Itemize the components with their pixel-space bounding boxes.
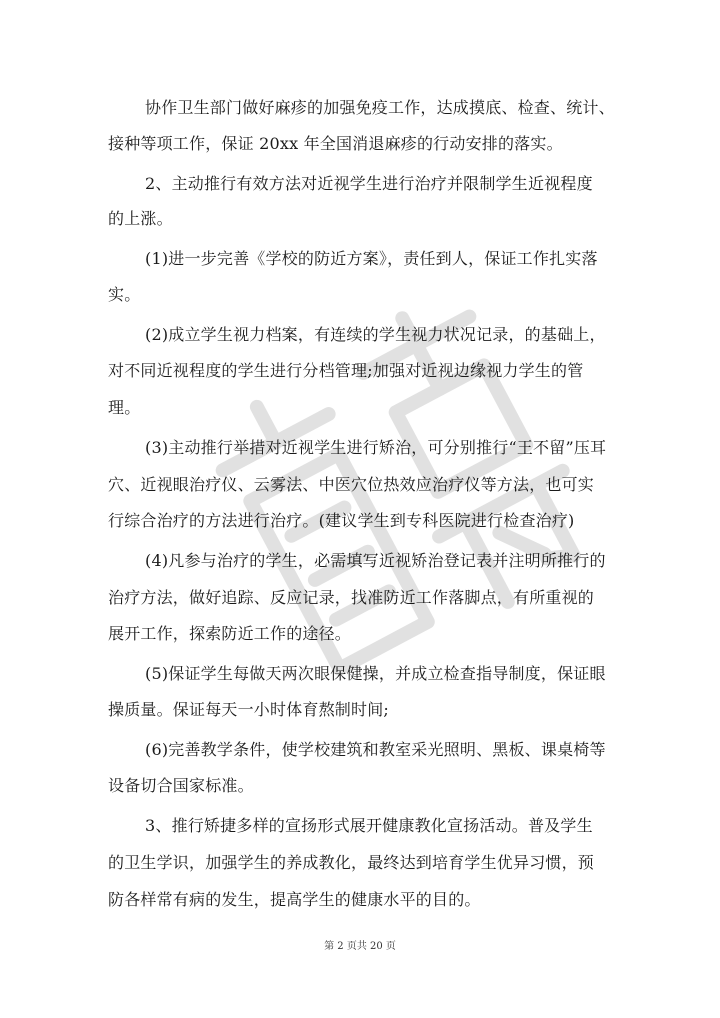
text-line: 设备切合国家标准。 bbox=[108, 776, 254, 795]
text-line: 对不同近视程度的学生进行分档管理;加强对近视边缘视力学生的管 bbox=[108, 361, 584, 380]
text-line: 治疗方法，做好追踪、反应记录，找准防近工作落脚点，有所重视的 bbox=[108, 588, 595, 607]
text-line: 的卫生学识，加强学生的养成教化，最终达到培育学生优异习惯，预 bbox=[108, 853, 595, 872]
text-line: 实。 bbox=[108, 285, 141, 304]
text-line: 操质量。保证每天一小时体育熬制时间; bbox=[108, 700, 389, 719]
text-line: 3、推行矫捷多样的宣扬形式展开健康教化宣扬活动。普及学生 bbox=[145, 816, 593, 835]
text-line: (6)完善教学条件，使学校建筑和教室采光照明、黑板、课桌椅等 bbox=[145, 740, 606, 759]
text-line: (1)进一步完善《学校的防近方案》，责任到人，保证工作扎实落 bbox=[145, 249, 598, 268]
page-number: 第 2 页共 20 页 bbox=[324, 941, 396, 952]
text-line: 行综合治疗的方法进行治疗。(建议学生到专科医院进行检查治疗) bbox=[108, 511, 575, 530]
text-line: 的上涨。 bbox=[108, 209, 173, 228]
text-line: (3)主动推行举措对近视学生进行矫治，可分别推行“王不留”压耳 bbox=[145, 438, 607, 457]
text-line: 穴、近视眼治疗仪、云雾法、中医穴位热效应治疗仪等方法，也可实 bbox=[108, 475, 595, 494]
text-line: 理。 bbox=[108, 398, 141, 417]
text-line: (4)凡参与治疗的学生，必需填写近视矫治登记表并注明所推行的 bbox=[145, 551, 606, 570]
text-line: 展开工作，探索防近工作的途径。 bbox=[108, 624, 352, 643]
text-line: 防各样常有病的发生，提高学生的健康水平的目的。 bbox=[108, 890, 481, 909]
text-line: 协作卫生部门做好麻疹的加强免疫工作，达成摸底、检查、统计、 bbox=[145, 98, 615, 117]
text-line: 2、主动推行有效方法对近视学生进行治疗并限制学生近视程度 bbox=[145, 174, 593, 193]
text-line: 接种等项工作，保证 20xx 年全国消退麻疹的行动安排的落实。 bbox=[108, 134, 563, 153]
text-line: (5)保证学生每做天两次眼保健操，并成立检查指导制度，保证眼 bbox=[145, 664, 606, 683]
text-line: (2)成立学生视力档案，有连续的学生视力状况记录，的基础上， bbox=[145, 325, 606, 344]
